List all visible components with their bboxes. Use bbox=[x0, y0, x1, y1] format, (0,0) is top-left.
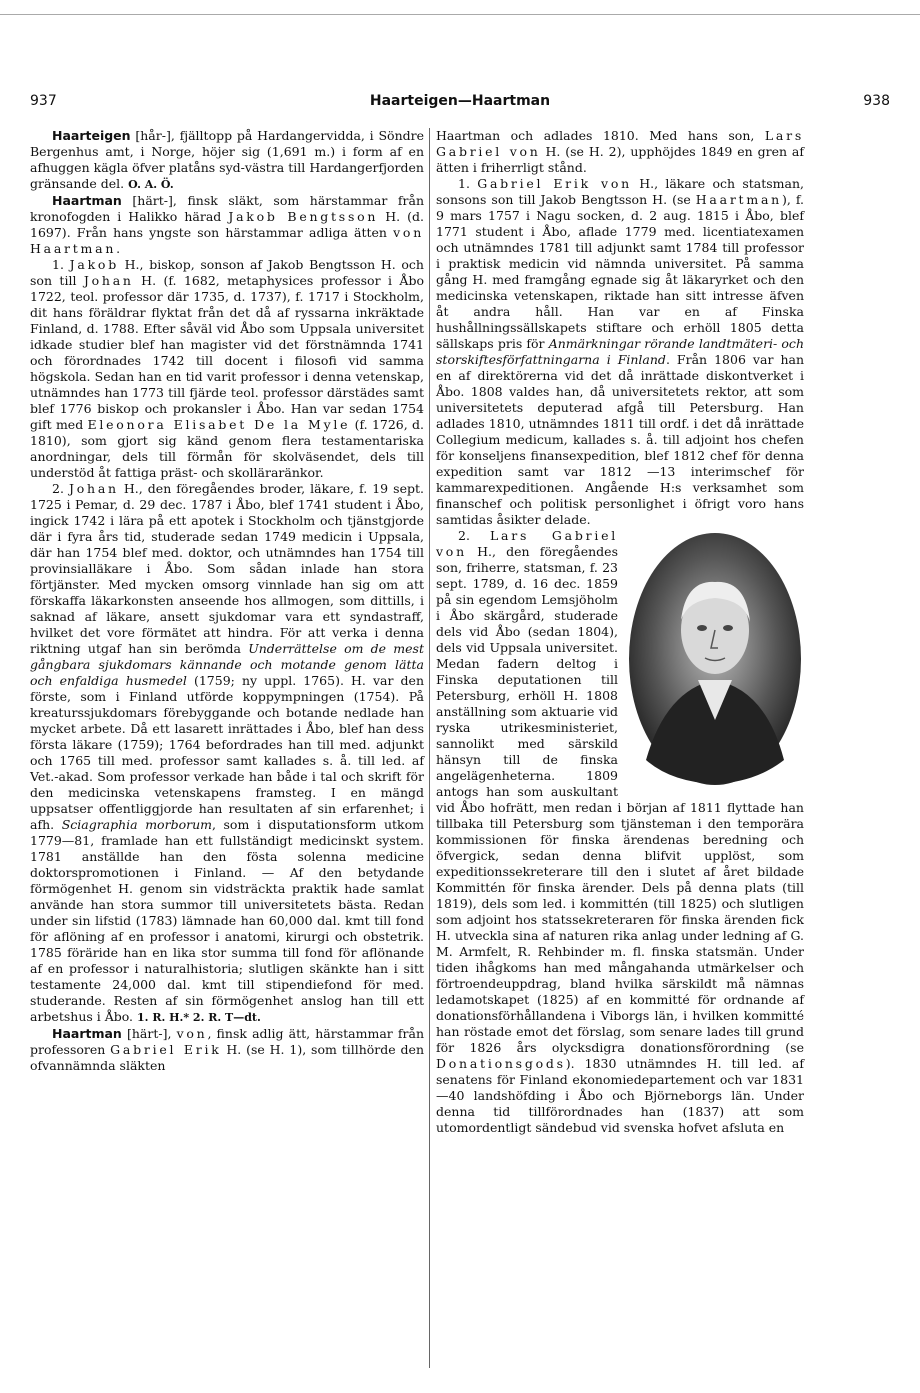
headword: Haarteigen bbox=[52, 128, 131, 143]
headword: Haartman bbox=[52, 1026, 122, 1041]
portrait-image bbox=[626, 530, 804, 788]
entry-johan bbox=[30, 481, 424, 1026]
left-column bbox=[30, 128, 424, 1074]
headword: Haartman bbox=[52, 193, 122, 208]
author-signature: 1. R. H.* 2. R. T—dt. bbox=[137, 1011, 261, 1024]
right-column bbox=[436, 128, 804, 1136]
entry-haarteigen bbox=[30, 128, 424, 193]
entry-haartman-family bbox=[30, 193, 424, 257]
spaced-name: von Haartman bbox=[30, 225, 424, 256]
spaced-name: Johan bbox=[68, 481, 119, 496]
right-page-number: 938 bbox=[863, 93, 890, 109]
entry-text: H. (se H. 1), som tillhörde den ofvannämnda släkten bbox=[30, 1042, 424, 1073]
spaced-name: Johan bbox=[83, 273, 134, 288]
work-title: Anmärkningar rörande landtmäteri- och storskiftesförfattningarna i Finland bbox=[436, 336, 804, 367]
entry-continuation bbox=[436, 128, 804, 176]
entry-text: [hår-], fjälltopp på Hardangervidda, i Söndre Bergenhus amt, i Norge, höjer sig (1,691 m.) i form af en afhuggen kägla öfver platåns syd-västra till Hardangerfjorden gränsande del. bbox=[30, 128, 424, 191]
entry-number: 1. bbox=[458, 176, 478, 191]
page-header bbox=[30, 93, 890, 113]
portrait-engraving bbox=[626, 530, 804, 788]
spaced-name: Jakob Bengtsson bbox=[228, 209, 379, 224]
entry-text: ). 1830 utnämndes H. till led. af senatens för Finland ekonomiedepartement och var 1831—40 landshöfding i Åbo och Björneborgs län. Under denna tid tillförordnades han (1837) att som utomordentligt sändebud vid svenska hofvet afsluta en bbox=[436, 1056, 804, 1135]
column-divider bbox=[429, 128, 430, 1368]
spaced-name: Gabriel Erik von bbox=[477, 176, 632, 191]
entry-text: Haartman och adlades 1810. Med hans son, bbox=[436, 128, 765, 143]
entry-lars-gabriel bbox=[436, 528, 804, 1136]
top-edge-line bbox=[0, 14, 920, 15]
spaced-name: Donationsgods bbox=[436, 1056, 566, 1071]
work-title: Underrättelse om de mest gångbara sjukdomars kännande och motande genom lätta och enfaldiga husmedel bbox=[30, 641, 424, 688]
running-title: Haarteigen—Haartman bbox=[369, 93, 551, 109]
entry-text: H. (f. 1682, metaphysices professor i Åbo 1722, teol. professor där 1735, d. 1737), f. 1717 i Stockholm, dit hans föräldrar flyktat från det då af ryssarna inkräktade Finland, d. 1788. Efter såväl vid Åbo som Uppsala universitet idkade studier blef han magister vid det förstnämnda 1741 och förordnades 1742 till docent i filosofi vid samma högskola. Sedan han en tid varit professor i denna vetenskap, utnämndes han 1773 till fjärde teol. professor därstädes samt blef 1776 biskop och prokansler i Åbo. Han var sedan 1754 gift med bbox=[30, 273, 424, 432]
entry-text: H., den föregåendes son, friherre, statsman, f. 23 sept. 1789, d. 16 dec. 1859 på sin egendom Lemsjöholm i Åbo skärgård, studerade dels vid Åbo (sedan 1804), dels vid Uppsala universitet. Medan fadern deltog i Finska deputationen till Petersburg, erhöll H. 1808 anställning som aktuarie vid ryska utrikesministeriet, sannolikt med särskild hänsyn till de finska angelägenheterna. 1809 antogs han som auskultant vid Åbo hofrätt, men redan i början af 1811 flyttade han tillbaka till Petersburg som tjänsteman i den temporära kommissionen för finska ärendenas beredning och öfvergick, sedan denna blifvit upplöst, som expeditionssekreterare till den i slutet af året bildade Kommittén för finska ärender. Dels på denna plats (till 1819), dels som led. i kommittén (till 1825) och slutligen som adjoint hos statssekreteraren för finska ärenden fick H. utveckla sina af naturen rika anlag under ledning af G. M. Armfelt, R. Rehbinder m. fl. finska statsmän. Under tiden ihågkoms han med mångahanda utmärkelser och förtroendeuppdrag, bland hvilka särskildt må nämnas ledamotskapet (1825) af en kommitté för ordnande af donationsförhållandena i Viborgs län, i hvilken kommitté han röstade emot det förslag, som senare lades till grund för 1826 års olycksdigra donationsförordning (se bbox=[436, 544, 804, 1055]
entry-text: H., den föregåendes broder, läkare, f. 19 sept. 1725 i Pemar, d. 29 dec. 1787 i Åbo, blef 1741 student i Åbo, ingick 1742 i lära på ett apotek i Stockholm och tjänstgjorde där i fyra års tid, studerade sedan 1749 medicin i Uppsala, där han 1754 blef med. doktor, och utnämndes han 1754 till provinsialläkare i Åbo. Som sådan inlade han stora förtjänster. Med mycken omsorg vinnlade han sig om att förskaffa läkarkonsten anseende hos allmogen, som dittills, i saknad af läkare, ansett sjukdomar vara ett syndastraff, hvilket det vore förmätet att hindra. För att verka i denna riktning utgaf han sin berömda bbox=[30, 481, 424, 656]
entry-text: , som i disputationsform utkom 1779—81, framlade han ett fullständigt medicinskt system. 1781 anställde han den fösta solenna medicine doktorspromotionen i Finland. — Af den betydande förmögenhet H. genom sin vidsträckta praktik hade samlat använde han stora summor till universitetets bästa. Redan under sin lifstid (1783) lämnade han 60,000 dal. kmt till fond för aflöning af en professor i anatomi, kirurgi och obstetrik. 1785 föräride han en lika stor summa till fond för aflönande af en professor i naturalhistoria; slutligen skänkte han i sitt testamente 24,000 dal. kmt till stipendiefond för med. studerande. Resten af sin förmögenhet anslog han till ett arbetshus i Åbo. bbox=[30, 817, 424, 1024]
entry-von-haartman bbox=[30, 1026, 424, 1074]
spaced-name: Gabriel Erik bbox=[110, 1042, 222, 1057]
spaced-name: Haartman bbox=[695, 192, 782, 207]
entry-number: 2. bbox=[52, 481, 69, 496]
entry-jakob bbox=[30, 257, 424, 481]
entry-text: , finsk adlig ätt, härstammar från professoren bbox=[30, 1026, 424, 1057]
entry-number: 1. bbox=[52, 257, 70, 272]
entry-text: [härt-], bbox=[121, 1026, 177, 1041]
entry-text: H., läkare och statsman, sonsons son till Jakob Bengtsson H. (se bbox=[436, 176, 804, 207]
entry-text: H. (se H. 2), upphöjdes 1849 en gren af ätten i friherrligt stånd. bbox=[436, 144, 804, 175]
entry-gabriel-erik bbox=[436, 176, 804, 528]
entry-text: H., biskop, sonson af Jakob Bengtsson H. och son till bbox=[30, 257, 424, 288]
spaced-name: Lars Gabriel von bbox=[436, 128, 804, 159]
entry-text: H. (d. 1697). Från hans yngste son härstammar adliga ätten bbox=[30, 209, 424, 240]
entry-text: [härt-], finsk släkt, som härstammar från kronofogden i Halikko härad bbox=[30, 193, 424, 224]
entry-number: 2. bbox=[458, 528, 490, 543]
left-page-number: 937 bbox=[30, 93, 57, 109]
spaced-name: Jakob bbox=[69, 257, 119, 272]
entry-text: ), f. 9 mars 1757 i Nagu socken, d. 2 aug. 1815 i Åbo, blef 1771 student i Åbo, aflade 1779 med. licentiatexamen och utnämndes 1781 till adjunkt samt 1784 till professor i praktisk medicin vid nämnda universitet. På samma gång H. med framgång egnade sig åt läkaryrket och den medicinska vetenskapen, riktade han sitt intresse äfven åt andra håll. Han var en af Finska hushållningssällskapets stiftare och erhöll 1805 detta sällskaps pris för bbox=[436, 192, 804, 351]
work-title: Sciagraphia morborum bbox=[61, 817, 212, 832]
spaced-name: von bbox=[176, 1026, 208, 1041]
entry-text: (f. 1726, d. 1810), som gjort sig känd genom flera testamentariska anordningar, dels till förmån för skolväsendet, dels till understöd åt fattiga präst- och skolläraränkor. bbox=[30, 417, 425, 480]
spaced-name: Eleonora Elisabet De la Myle bbox=[87, 417, 351, 432]
entry-text: . bbox=[116, 241, 121, 256]
entry-text: (1759; ny uppl. 1765). H. var den förste, som i Finland utförde koppympningen (1754). På kreaturssjukdomars förebyggande och botande nedlade han mycket arbete. Då ett lasarett inrättades i Åbo, blef han dess första läkare (1759); 1764 befordrades han till med. adjunkt och 1765 till med. professor samt kallades s. å. till led. af Vet.-akad. Som professor verkade han både i tal och skrift för den medicinska vetenskapens framsteg. I en mängd uppsatser offentliggjorde han resultaten af sin erfarenhet; i afh. bbox=[30, 673, 424, 832]
author-signature: O. A. Ö. bbox=[128, 178, 174, 191]
entry-text: . Från 1806 var han en af direktörerna vid det då inrättade diskontverket i Åbo. 1808 valdes han, då universitetets rektor, att som universitetets deputerad afgå till Petersburg. Han adlades 1810, utnämndes 1811 till ordf. i det då inrättade Collegium medicum, kallades s. å. till adjoint hos chefen för konseljens finansexpedition, blef 1812 chef för denna expedition samt var 1812 —13 interimschef för kammarexpeditionen. Angående H:s verksamhet som finanschef och politisk personlighet i öfrigt voro hans samtidas åsikter delade. bbox=[436, 352, 804, 527]
spaced-name: Lars Gabriel von bbox=[436, 528, 618, 559]
